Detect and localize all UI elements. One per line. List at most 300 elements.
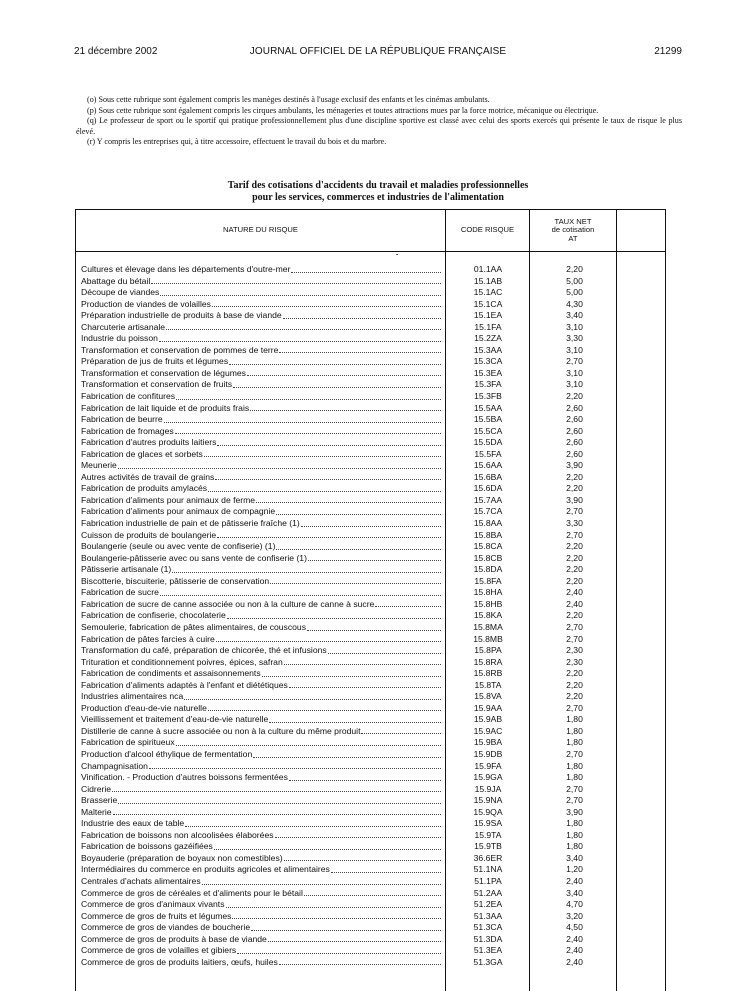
net-rate: 2,40 xyxy=(566,956,583,967)
risk-nature: Commerce de gros de céréales et d'aliments pour le bétail xyxy=(81,887,303,898)
risk-code: 15.8TA xyxy=(474,679,502,690)
table-row xyxy=(76,749,665,761)
net-rate: 3,90 xyxy=(566,494,583,505)
table-row xyxy=(76,356,665,368)
risk-nature: Commerce de gros d'animaux vivants xyxy=(81,899,225,910)
net-rate: 2,20 xyxy=(566,391,583,402)
risk-nature-cell xyxy=(81,541,441,553)
risk-code: 15.5CA xyxy=(473,425,503,436)
table-row xyxy=(76,853,665,865)
table-row xyxy=(76,691,665,703)
risk-nature-cell xyxy=(81,530,441,542)
risk-nature-cell xyxy=(81,437,441,449)
table-row xyxy=(76,610,665,622)
risk-nature: Fabrication de sucre xyxy=(81,587,159,598)
net-rate: 1,80 xyxy=(566,760,583,771)
net-rate: 3,40 xyxy=(566,852,583,863)
dot-leader xyxy=(215,472,441,481)
dot-leader xyxy=(289,680,441,689)
risk-nature-cell xyxy=(81,680,441,692)
risk-nature-cell xyxy=(81,830,441,842)
dot-leader xyxy=(291,264,441,273)
net-rate: 2,20 xyxy=(566,679,583,690)
risk-code: 15.2ZA xyxy=(474,333,502,344)
risk-nature: Préparation de jus de fruits et légumes xyxy=(81,356,229,367)
header-taux-line-1: TAUX NET xyxy=(554,216,592,226)
risk-nature-cell xyxy=(81,518,441,530)
risk-nature-cell xyxy=(81,345,441,357)
risk-nature: Industrie des eaux de table xyxy=(81,818,185,829)
table-row xyxy=(76,483,665,495)
table-row xyxy=(76,680,665,692)
risk-nature-cell xyxy=(81,934,441,946)
risk-nature-cell xyxy=(81,299,441,311)
table-row xyxy=(76,299,665,311)
net-rate: 4,30 xyxy=(566,298,583,309)
risk-code: 51.1PA xyxy=(474,875,502,886)
risk-nature: Centrales d'achats alimentaires xyxy=(81,875,201,886)
table-body xyxy=(76,264,665,968)
risk-nature-cell xyxy=(81,945,441,957)
risk-nature-cell xyxy=(81,576,441,588)
risk-nature-cell xyxy=(81,899,441,911)
dot-leader xyxy=(301,518,441,527)
risk-code: 15.8VA xyxy=(474,691,502,702)
risk-code: 36.6ER xyxy=(473,852,503,863)
risk-code: 15.8MB xyxy=(473,633,503,644)
dot-leader xyxy=(172,564,441,573)
risk-nature: Fabrication de pâtes farcies à cuire xyxy=(81,633,215,644)
table-row xyxy=(76,345,665,357)
dot-leader xyxy=(284,853,441,862)
risk-nature-cell xyxy=(81,610,441,622)
risk-nature-cell xyxy=(81,310,441,322)
risk-nature: Transformation du café, préparation de chicorée, thé et infusions xyxy=(81,645,327,656)
risk-code: 15.1AB xyxy=(473,275,503,286)
net-rate: 3,90 xyxy=(566,460,583,471)
table-row xyxy=(76,899,665,911)
risk-nature: Fabrication de glaces et sorbets xyxy=(81,448,203,459)
footnote-r: (r) Y compris les entreprises qui, à titre accessoire, effectuent le travail du bois et du marbre. xyxy=(87,137,387,147)
risk-code: 15.8BA xyxy=(473,529,503,540)
dot-leader xyxy=(217,437,441,446)
table-row xyxy=(76,934,665,946)
risk-nature-cell xyxy=(81,657,441,669)
table-row xyxy=(76,784,665,796)
net-rate: 4,70 xyxy=(566,899,583,910)
risk-code: 15.5AA xyxy=(473,402,503,413)
net-rate: 2,20 xyxy=(566,471,583,482)
table-row xyxy=(76,506,665,518)
table-row xyxy=(76,772,665,784)
risk-code: 15.3FB xyxy=(474,391,502,402)
risk-nature-cell xyxy=(81,379,441,391)
dot-leader xyxy=(204,449,441,458)
net-rate: 2,20 xyxy=(566,564,583,575)
risk-nature-cell xyxy=(81,483,441,495)
dot-leader xyxy=(229,356,441,365)
table-row xyxy=(76,287,665,299)
risk-nature-cell xyxy=(81,403,441,415)
table-row xyxy=(76,379,665,391)
table-row xyxy=(76,876,665,888)
table-row xyxy=(76,888,665,900)
risk-nature: Préparation industrielle de produits à base de viande xyxy=(81,310,282,321)
net-rate: 1,20 xyxy=(566,864,583,875)
risk-nature-cell xyxy=(81,276,441,288)
stray-mark xyxy=(396,254,398,255)
net-rate: 2,60 xyxy=(566,414,583,425)
risk-nature: Commerce de gros de fruits et légumes xyxy=(81,910,232,921)
risk-nature-cell xyxy=(81,772,441,784)
net-rate: 1,80 xyxy=(566,737,583,748)
risk-nature-cell xyxy=(81,818,441,830)
page-header xyxy=(74,46,682,60)
dot-leader xyxy=(214,841,441,850)
risk-nature: Fabrication de spiritueux xyxy=(81,737,175,748)
risk-nature: Cidrerie xyxy=(81,783,112,794)
net-rate: 2,70 xyxy=(566,506,583,517)
table-row xyxy=(76,576,665,588)
net-rate: 1,80 xyxy=(566,714,583,725)
risk-nature-cell xyxy=(81,264,441,276)
risk-code: 01.1AA xyxy=(473,264,503,274)
risk-nature: Transformation et conservation de fruits xyxy=(81,379,233,390)
risk-code: 15.1CA xyxy=(473,298,503,309)
dot-leader xyxy=(269,714,441,723)
net-rate: 5,00 xyxy=(566,287,583,298)
risk-nature: Charcuterie artisanale xyxy=(81,321,166,332)
risk-nature: Fabrication de fromages xyxy=(81,425,174,436)
dot-leader xyxy=(251,922,441,931)
header-nature-label: NATURE DU RISQUE xyxy=(223,225,298,235)
risk-nature-cell xyxy=(81,737,441,749)
risk-code: 15.9QA xyxy=(473,806,503,817)
risk-nature-cell xyxy=(81,634,441,646)
net-rate: 2,20 xyxy=(566,610,583,621)
risk-nature-cell xyxy=(81,472,441,484)
table-row xyxy=(76,518,665,530)
risk-code: 51.3DA xyxy=(473,933,503,944)
risk-nature-cell xyxy=(81,888,441,900)
net-rate: 2,70 xyxy=(566,702,583,713)
net-rate: 3,20 xyxy=(566,910,583,921)
risk-nature-cell xyxy=(81,876,441,888)
risk-nature-cell xyxy=(81,784,441,796)
risk-code: 15.6AA xyxy=(473,460,503,471)
risk-nature-cell xyxy=(81,807,441,819)
table-row xyxy=(76,264,665,276)
dot-leader xyxy=(226,899,442,908)
header-taux-line-3: AT xyxy=(568,233,578,243)
footnote-o: (o) Sous cette rubrique sont également compris les manèges destinés à l'usage exclusif des enfants et les cinémas ambulants. xyxy=(87,95,490,104)
net-rate: 3,10 xyxy=(566,344,583,355)
risk-nature: Biscotterie, biscuiterie, pâtisserie de conservation xyxy=(81,575,270,586)
table-title-line-2: pour les services, commerces et industries de l'alimentation xyxy=(252,192,504,203)
net-rate: 2,70 xyxy=(566,795,583,806)
net-rate: 2,70 xyxy=(566,748,583,759)
table-row xyxy=(76,841,665,853)
risk-nature: Intermédiaires du commerce en produits agricoles et alimentaires xyxy=(81,864,330,875)
dot-leader xyxy=(159,333,441,342)
risk-code: 51.2EA xyxy=(473,899,503,910)
risk-nature: Meunerie xyxy=(81,460,117,471)
risk-nature-cell xyxy=(81,391,441,403)
risk-nature-cell xyxy=(81,795,441,807)
risk-nature-cell xyxy=(81,599,441,611)
net-rate: 2,70 xyxy=(566,783,583,794)
table-row xyxy=(76,945,665,957)
risk-nature: Production de viandes de volailles xyxy=(81,298,211,309)
risk-nature: Fabrication de boissons non alcoolisées élaborées xyxy=(81,829,274,840)
risk-nature: Trituration et conditionnement poivres, épices, safran xyxy=(81,656,283,667)
risk-nature: Transformation et conservation de légumes xyxy=(81,367,246,378)
dot-leader xyxy=(208,703,441,712)
risk-nature-cell xyxy=(81,553,441,565)
risk-nature: Malterie xyxy=(81,806,112,817)
risk-code: 15.9AC xyxy=(473,725,503,736)
risk-nature: Pâtisserie artisanale (1) xyxy=(81,564,172,575)
net-rate: 2,30 xyxy=(566,645,583,656)
net-rate: 2,70 xyxy=(566,621,583,632)
table-row xyxy=(76,737,665,749)
net-rate: 2,40 xyxy=(566,875,583,886)
table-row xyxy=(76,714,665,726)
risk-code: 51.3CA xyxy=(473,922,503,933)
risk-nature: Fabrication d'aliments adaptés à l'enfant et diététiques xyxy=(81,679,288,690)
table-row xyxy=(76,726,665,738)
risk-code: 15.9AA xyxy=(473,702,503,713)
dot-leader xyxy=(247,368,441,377)
header-page-number: 21299 xyxy=(654,46,682,57)
net-rate: 5,00 xyxy=(566,275,583,286)
risk-nature: Production d'eau-de-vie naturelle xyxy=(81,702,207,713)
table-row xyxy=(76,426,665,438)
risk-nature: Champagnisation xyxy=(81,760,148,771)
risk-nature-cell xyxy=(81,957,441,969)
risk-code: 15.3AA xyxy=(473,344,503,355)
table-row xyxy=(76,310,665,322)
risk-nature-cell xyxy=(81,587,441,599)
net-rate: 2,40 xyxy=(566,933,583,944)
net-rate: 3,30 xyxy=(566,518,583,529)
table-row xyxy=(76,807,665,819)
risk-code: 15.9JA xyxy=(474,783,502,794)
risk-nature: Fabrication de condiments et assaisonnements xyxy=(81,668,261,679)
header-nature xyxy=(76,210,445,251)
table-row xyxy=(76,818,665,830)
risk-nature: Industries alimentaires nca xyxy=(81,691,184,702)
table-row xyxy=(76,541,665,553)
risk-nature-cell xyxy=(81,749,441,761)
dot-leader xyxy=(304,888,441,897)
risk-code: 15.8KA xyxy=(473,610,503,621)
dot-leader xyxy=(166,322,441,331)
dot-leader xyxy=(279,957,441,966)
risk-nature-cell xyxy=(81,703,441,715)
risk-code: 15.7CA xyxy=(473,506,503,517)
risk-nature-cell xyxy=(81,668,441,680)
dot-leader xyxy=(250,403,441,412)
dot-leader xyxy=(202,876,441,885)
dot-leader xyxy=(328,645,441,654)
net-rate: 2,60 xyxy=(566,425,583,436)
dot-leader xyxy=(284,657,441,666)
table-row xyxy=(76,703,665,715)
dot-leader xyxy=(275,830,441,839)
risk-nature-cell xyxy=(81,287,441,299)
dot-leader xyxy=(227,610,441,619)
dot-leader xyxy=(118,460,441,469)
risk-code: 51.3AA xyxy=(473,910,503,921)
net-rate: 3,10 xyxy=(566,321,583,332)
table-row xyxy=(76,622,665,634)
risk-nature-cell xyxy=(81,645,441,657)
risk-nature: Transformation et conservation de pommes de terre xyxy=(81,344,279,355)
net-rate: 2,20 xyxy=(566,668,583,679)
risk-nature-cell xyxy=(81,495,441,507)
dot-leader xyxy=(160,287,441,296)
table-row xyxy=(76,495,665,507)
net-rate: 2,70 xyxy=(566,633,583,644)
table-row xyxy=(76,922,665,934)
net-rate: 2,70 xyxy=(566,529,583,540)
risk-nature-cell xyxy=(81,853,441,865)
dot-leader xyxy=(149,761,441,770)
net-rate: 2,20 xyxy=(566,552,583,563)
table-row xyxy=(76,761,665,773)
footnotes xyxy=(76,95,682,148)
dot-leader xyxy=(237,945,441,954)
dot-leader xyxy=(212,299,441,308)
risk-nature: Fabrication de confiserie, chocolaterie xyxy=(81,610,226,621)
net-rate: 3,30 xyxy=(566,333,583,344)
risk-code: 15.5BA xyxy=(473,414,503,425)
risk-nature-cell xyxy=(81,761,441,773)
risk-code: 15.5FA xyxy=(474,448,502,459)
risk-nature: Fabrication d'aliments pour animaux de compagnie xyxy=(81,506,276,517)
risk-nature: Découpe de viandes xyxy=(81,287,160,298)
risk-code: 15.6BA xyxy=(473,471,503,482)
risk-nature: Autres activités de travail de grains xyxy=(81,471,215,482)
risk-nature: Fabrication d'autres produits laitiers xyxy=(81,437,217,448)
risk-nature-cell xyxy=(81,714,441,726)
risk-nature: Vieillissement et traitement d'eau-de-vie naturelle xyxy=(81,714,269,725)
net-rate: 2,40 xyxy=(566,598,583,609)
risk-nature-cell xyxy=(81,506,441,518)
net-rate: 2,40 xyxy=(566,945,583,956)
risk-code: 15.8MA xyxy=(473,621,503,632)
risk-nature-cell xyxy=(81,356,441,368)
dot-leader xyxy=(216,634,441,643)
risk-code: 15.3EA xyxy=(473,367,503,378)
risk-nature-cell xyxy=(81,622,441,634)
dot-leader xyxy=(276,541,441,550)
risk-nature: Boulangerie (seule ou avec vente de confiserie) (1) xyxy=(81,541,276,552)
dot-leader xyxy=(289,772,441,781)
net-rate: 1,80 xyxy=(566,772,583,783)
net-rate: 1,80 xyxy=(566,829,583,840)
risk-code: 15.8FA xyxy=(474,575,502,586)
risk-nature: Abattage du bétail xyxy=(81,275,151,286)
risk-nature: Commerce de gros de produits laitiers, œufs, huiles xyxy=(81,956,278,967)
net-rate: 4,50 xyxy=(566,922,583,933)
risk-nature: Distillerie de canne à sucre associée ou non à la culture du même produit xyxy=(81,725,361,736)
risk-code: 15.5DA xyxy=(473,437,503,448)
table-row xyxy=(76,634,665,646)
risk-nature-cell xyxy=(81,449,441,461)
risk-nature-cell xyxy=(81,322,441,334)
risk-code: 15.9FA xyxy=(474,760,502,771)
dot-leader xyxy=(256,495,441,504)
risk-code: 15.6DA xyxy=(473,483,503,494)
net-rate: 2,20 xyxy=(566,483,583,494)
risk-nature: Fabrication de beurre xyxy=(81,414,163,425)
net-rate: 2,20 xyxy=(566,541,583,552)
risk-code: 15.8HB xyxy=(473,598,503,609)
risk-nature-cell xyxy=(81,864,441,876)
net-rate: 3,10 xyxy=(566,367,583,378)
risk-nature: Cuisson de produits de boulangerie xyxy=(81,529,217,540)
header-divider xyxy=(76,251,665,252)
risk-nature: Commerce de gros de produits à base de viande xyxy=(81,933,267,944)
risk-nature-cell xyxy=(81,333,441,345)
dot-leader xyxy=(279,345,441,354)
table-row xyxy=(76,472,665,484)
net-rate: 2,70 xyxy=(566,356,583,367)
table-row xyxy=(76,276,665,288)
risk-code: 15.9BA xyxy=(473,737,503,748)
risk-nature-cell xyxy=(81,922,441,934)
risk-nature-cell xyxy=(81,426,441,438)
table-row xyxy=(76,957,665,969)
net-rate: 3,40 xyxy=(566,887,583,898)
dot-leader xyxy=(232,911,441,920)
risk-code: 15.8RB xyxy=(473,668,503,679)
risk-code: 15.9DB xyxy=(473,748,503,759)
risk-nature: Fabrication de boissons gazéifiées xyxy=(81,841,213,852)
risk-nature: Fabrication industrielle de pain et de pâtisserie fraîche (1) xyxy=(81,518,300,529)
risk-code: 15.8CB xyxy=(473,552,503,563)
dot-leader xyxy=(361,726,441,735)
dot-leader xyxy=(253,749,441,758)
risk-nature: Fabrication de produits amylacés xyxy=(81,483,208,494)
table-row xyxy=(76,795,665,807)
risk-code: 51.1NA xyxy=(473,864,503,875)
risk-nature: Fabrication de lait liquide et de produits frais xyxy=(81,402,250,413)
table-row xyxy=(76,368,665,380)
dot-leader xyxy=(375,599,441,608)
dot-leader xyxy=(175,426,441,435)
risk-code: 15.1FA xyxy=(474,321,502,332)
risk-nature-cell xyxy=(81,911,441,923)
table-row xyxy=(76,657,665,669)
tariff-table xyxy=(75,209,666,991)
risk-nature: Semoulerie, fabrication de pâtes alimentaires, de couscous xyxy=(81,621,306,632)
dot-leader xyxy=(176,737,441,746)
net-rate: 2,60 xyxy=(566,437,583,448)
risk-nature: Fabrication d'aliments pour animaux de ferme xyxy=(81,494,256,505)
table-row xyxy=(76,322,665,334)
risk-nature-cell xyxy=(81,564,441,576)
table-row xyxy=(76,564,665,576)
risk-code: 15.9TB xyxy=(474,841,502,852)
net-rate: 3,40 xyxy=(566,310,583,321)
dot-leader xyxy=(331,864,441,873)
table-row xyxy=(76,414,665,426)
risk-nature-cell xyxy=(81,691,441,703)
dot-leader xyxy=(176,391,441,400)
